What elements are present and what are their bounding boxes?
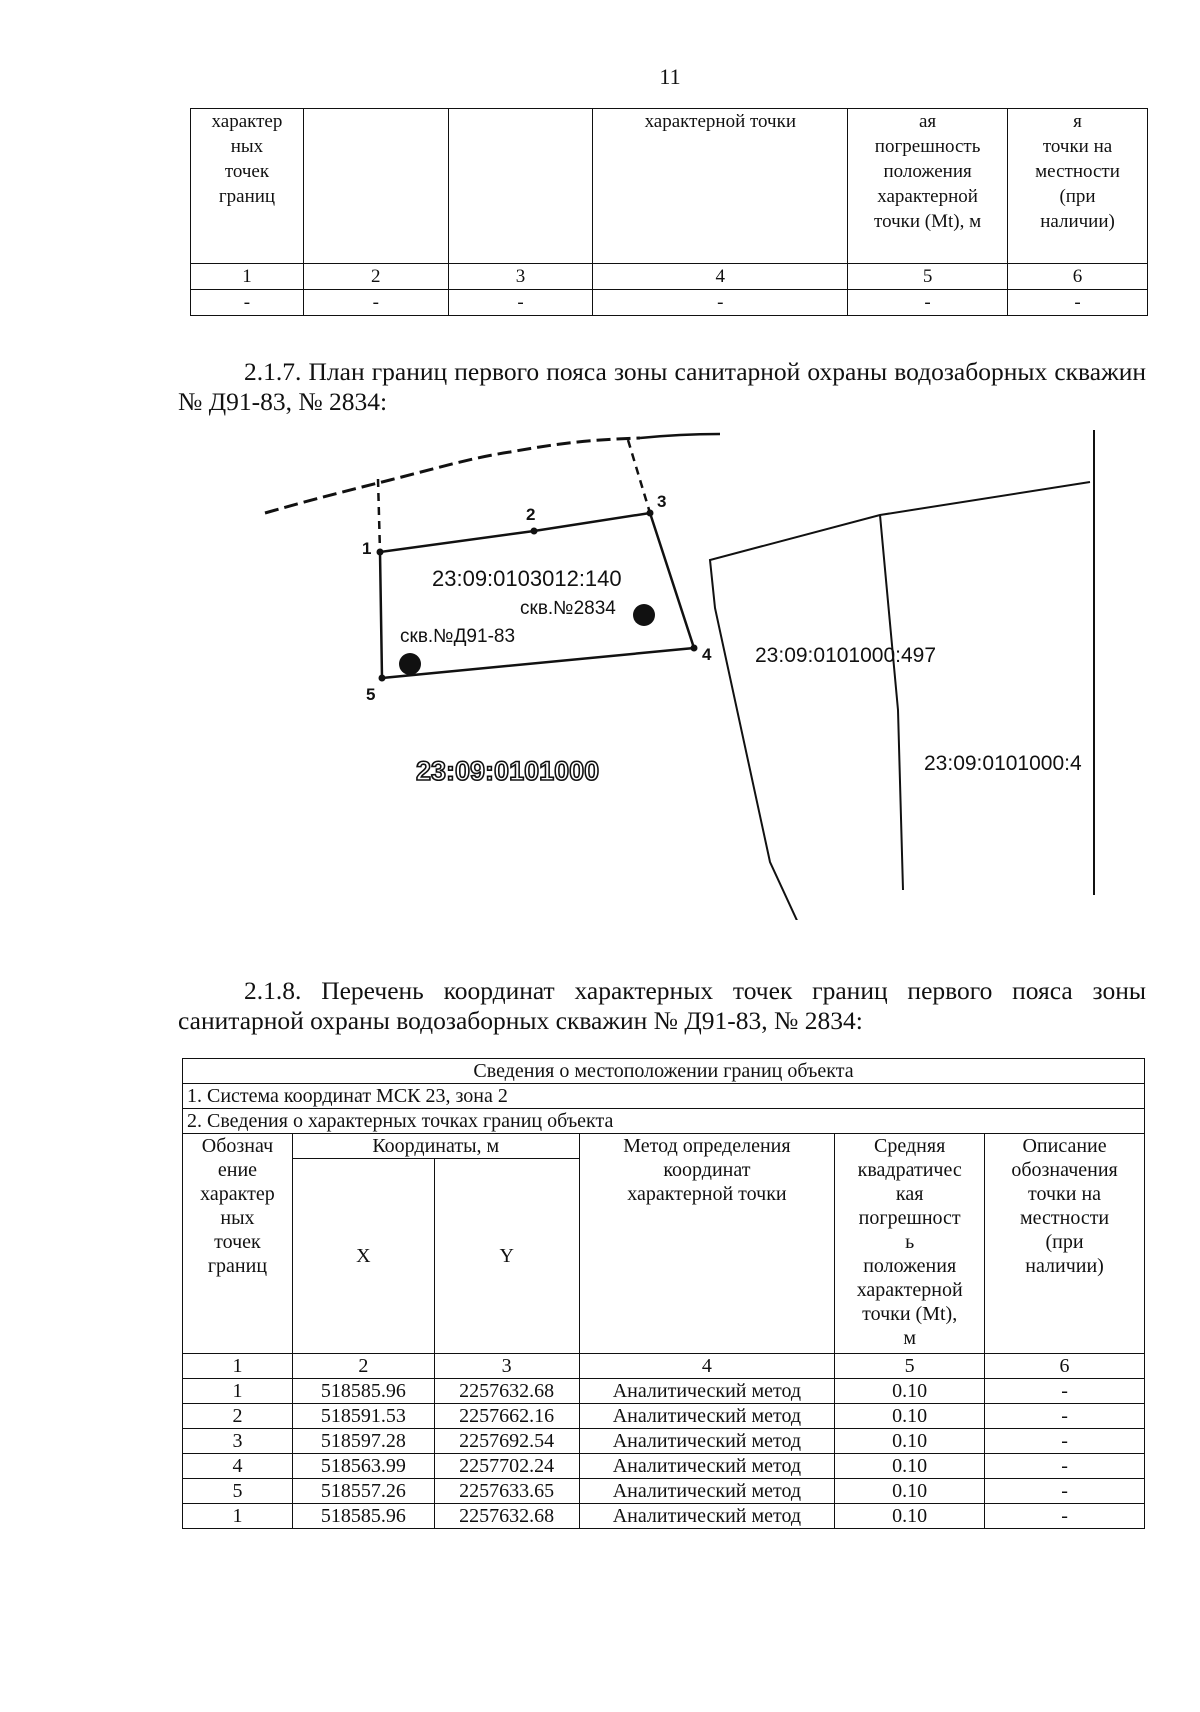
description-cell: - — [985, 1404, 1145, 1429]
dashed-link-3 — [628, 440, 650, 513]
method-cell: Аналитический метод — [579, 1454, 835, 1479]
x-cell: 518585.96 — [292, 1504, 434, 1529]
header-y: Y — [434, 1159, 579, 1354]
point-cell: 2 — [183, 1404, 293, 1429]
column-number: 4 — [593, 264, 848, 290]
header-x: X — [292, 1159, 434, 1354]
boundary-plan — [250, 430, 1120, 920]
header-method: Метод определения координат характерной точки — [579, 1134, 835, 1354]
road-boundary-dashed — [265, 438, 640, 513]
point-cell: 3 — [183, 1429, 293, 1454]
x-cell: 518591.53 — [292, 1404, 434, 1429]
point-marker-4 — [691, 645, 698, 652]
error-cell: 0.10 — [835, 1504, 985, 1529]
point-label-3: 3 — [657, 492, 667, 511]
point-marker-1 — [377, 549, 384, 556]
point-label-1: 1 — [362, 539, 372, 558]
point-label-2: 2 — [526, 505, 536, 524]
header-cell: характерной точки — [593, 109, 848, 264]
table-row — [183, 1134, 1145, 1159]
header-description: Описание обозначения точки на местности (при наличии) — [985, 1134, 1145, 1354]
dashed-link-1 — [378, 479, 380, 552]
table-row — [183, 1109, 1145, 1134]
method-cell: Аналитический метод — [579, 1504, 835, 1529]
table-row — [183, 1059, 1145, 1084]
table-title: Сведения о местоположении границ объекта — [183, 1059, 1145, 1084]
header-cell — [448, 109, 593, 264]
column-number: 6 — [1008, 264, 1148, 290]
table-row — [183, 1084, 1145, 1109]
section-2-1-8 — [178, 976, 1146, 1036]
table-row — [183, 1479, 1145, 1504]
x-cell: 518563.99 — [292, 1454, 434, 1479]
road-boundary-solid — [640, 434, 720, 438]
point-cell: 4 — [183, 1454, 293, 1479]
well-label-2834: скв.№2834 — [520, 598, 616, 619]
header-cell: ая погрешность положения характерной точки (Mt), м — [848, 109, 1008, 264]
x-cell: 518597.28 — [292, 1429, 434, 1454]
y-cell: 2257662.16 — [434, 1404, 579, 1429]
y-cell: 2257633.65 — [434, 1479, 579, 1504]
parcel-label-4: 23:09:0101000:4 — [924, 752, 1082, 775]
header-cell: характер ных точек границ — [191, 109, 304, 264]
method-cell: Аналитический метод — [579, 1479, 835, 1504]
parcel-label-497: 23:09:0101000:497 — [755, 644, 937, 667]
point-label-5: 5 — [366, 685, 376, 704]
x-cell: 518585.96 — [292, 1379, 434, 1404]
table-cell: - — [593, 290, 848, 316]
coordinate-system: 1. Система координат МСК 23, зона 2 — [183, 1084, 1145, 1109]
parcel-label-main: 23:09:0103012:140 — [432, 566, 622, 591]
table-row — [183, 1354, 1145, 1379]
table-cell: - — [191, 290, 304, 316]
column-number: 5 — [835, 1354, 985, 1379]
column-number: 4 — [579, 1354, 835, 1379]
table-row — [183, 1379, 1145, 1404]
parcel-4-boundary — [880, 515, 903, 890]
page-number: 11 — [659, 64, 681, 89]
sanitary-zone-polygon — [380, 513, 694, 678]
well-label-d91-83: скв.№Д91-83 — [400, 626, 516, 647]
point-cell: 5 — [183, 1479, 293, 1504]
column-number: 6 — [985, 1354, 1145, 1379]
point-cell: 1 — [183, 1379, 293, 1404]
description-cell: - — [985, 1429, 1145, 1454]
section-text: План границ первого пояса зоны санитарной охраны водозаборных скважин № Д91-83, № 2834: — [178, 357, 1146, 416]
table-cell: - — [848, 290, 1008, 316]
error-cell: 0.10 — [835, 1379, 985, 1404]
column-number: 3 — [434, 1354, 579, 1379]
column-number: 5 — [848, 264, 1008, 290]
coordinates-table — [182, 1058, 1145, 1529]
point-label-4: 4 — [702, 645, 712, 664]
y-cell: 2257632.68 — [434, 1379, 579, 1404]
section-2-1-7 — [178, 357, 1146, 417]
points-heading: 2. Сведения о характерных точках границ объекта — [183, 1109, 1145, 1134]
y-cell: 2257702.24 — [434, 1454, 579, 1479]
description-cell: - — [985, 1504, 1145, 1529]
column-number: 2 — [292, 1354, 434, 1379]
section-number: 2.1.8. — [244, 976, 302, 1005]
y-cell: 2257692.54 — [434, 1429, 579, 1454]
column-number: 1 — [191, 264, 304, 290]
table-cell: - — [303, 290, 448, 316]
table-row — [191, 290, 1148, 316]
section-number: 2.1.7. — [244, 357, 302, 386]
well-d91-83-marker — [399, 653, 421, 675]
well-2834-marker — [633, 604, 655, 626]
error-cell: 0.10 — [835, 1429, 985, 1454]
point-marker-2 — [531, 528, 538, 535]
method-cell: Аналитический метод — [579, 1379, 835, 1404]
continued-table — [190, 108, 1148, 316]
y-cell: 2257632.68 — [434, 1504, 579, 1529]
table-row — [183, 1454, 1145, 1479]
point-cell: 1 — [183, 1504, 293, 1529]
method-cell: Аналитический метод — [579, 1404, 835, 1429]
table-row — [191, 109, 1148, 264]
method-cell: Аналитический метод — [579, 1429, 835, 1454]
header-coordinates: Координаты, м — [292, 1134, 579, 1159]
table-cell: - — [1008, 290, 1148, 316]
header-cell: я точки на местности (при наличии) — [1008, 109, 1148, 264]
table-row — [183, 1429, 1145, 1454]
header-designation: Обознач ение характер ных точек границ — [183, 1134, 293, 1354]
header-error: Средняя квадратичес кая погрешност ь положения характерной точки (Mt), м — [835, 1134, 985, 1354]
table-row — [183, 1504, 1145, 1529]
x-cell: 518557.26 — [292, 1479, 434, 1504]
table-cell: - — [448, 290, 593, 316]
table-row — [191, 264, 1148, 290]
column-number: 1 — [183, 1354, 293, 1379]
error-cell: 0.10 — [835, 1454, 985, 1479]
column-number: 3 — [448, 264, 593, 290]
column-number: 2 — [303, 264, 448, 290]
block-label: 23:09:0101000 — [416, 756, 600, 786]
description-cell: - — [985, 1454, 1145, 1479]
parcel-497-boundary — [710, 482, 1090, 920]
point-marker-5 — [379, 675, 386, 682]
section-text: Перечень координат характерных точек границ первого пояса зоны санитарной охраны водозаборных скважин № Д91-83, № 2834: — [178, 976, 1147, 1035]
point-marker-3 — [647, 510, 654, 517]
description-cell: - — [985, 1479, 1145, 1504]
header-cell — [303, 109, 448, 264]
description-cell: - — [985, 1379, 1145, 1404]
error-cell: 0.10 — [835, 1404, 985, 1429]
table-row — [183, 1404, 1145, 1429]
error-cell: 0.10 — [835, 1479, 985, 1504]
